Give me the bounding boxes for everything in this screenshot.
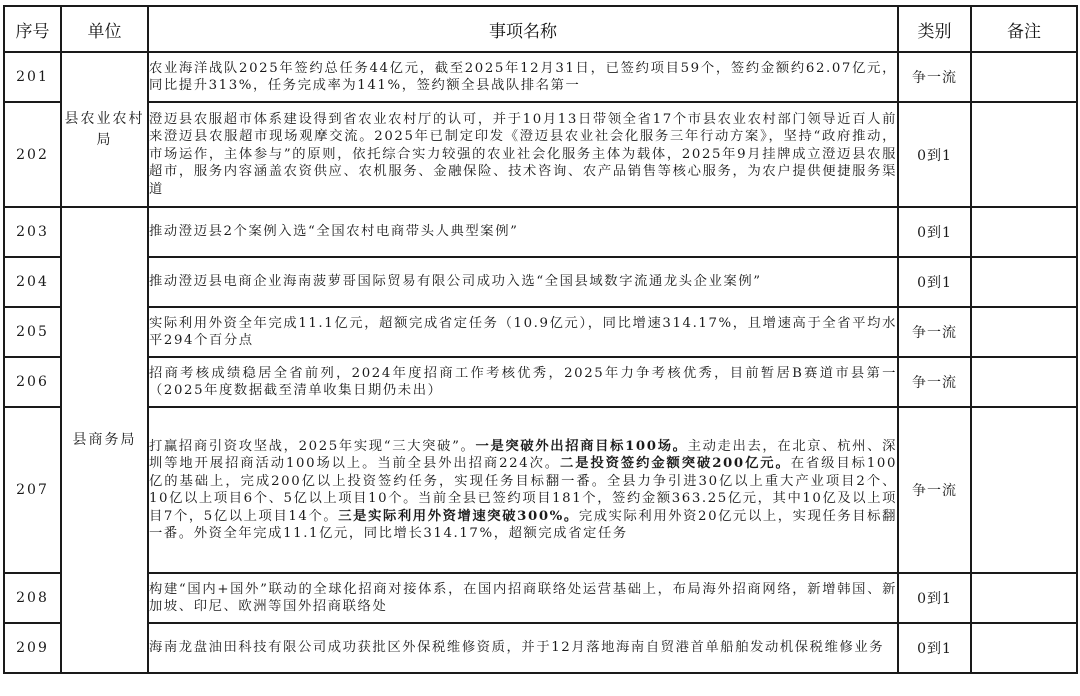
text-part: 主动走出去，在北京、杭州、深圳等地开展招商活动100场以上。当前全县外出招商224次。 — [149, 438, 897, 471]
table-row — [4, 623, 1077, 673]
row-note — [971, 207, 1077, 257]
row-note — [971, 102, 1077, 207]
row-note — [971, 357, 1077, 407]
row-seq: 207 — [4, 407, 61, 573]
row-seq: 208 — [4, 573, 61, 623]
table-row — [4, 357, 1077, 407]
table-row — [4, 573, 1077, 623]
row-unit-commerce: 县商务局 — [61, 207, 148, 673]
row-unit-agriculture: 县农业农村局 — [61, 52, 148, 207]
table-row — [4, 207, 1077, 257]
row-item-text: 农业海洋战队2025年签约总任务44亿元，截至2025年12月31日，已签约项目59个，签约金额约62.07亿元，同比提升313%，任务完成率为141%，签约额全县战队排名第一 — [148, 52, 898, 102]
header-seq: 序号 — [4, 6, 61, 52]
table-row — [4, 102, 1077, 207]
achievement-table — [3, 5, 1078, 674]
text-part-bold: 一是突破外出招商目标100场。 — [475, 438, 688, 454]
row-item-text: 构建“国内+国外”联动的全球化招商对接体系，在国内招商联络处运营基础上，布局海外招商网络，新增韩国、新加坡、印尼、欧洲等国外招商联络处 — [148, 573, 898, 623]
header-category: 类别 — [898, 6, 971, 52]
table-row — [4, 407, 1077, 573]
table-row — [4, 257, 1077, 307]
text-part: 在省级目标100亿的基础上，完成200亿以上投资签约任务，实现任务目标翻一番。全县力争引进30亿以上重大产业项目2个、10亿以上项目6个、5亿以上项目10个。当前全县已签约项目181个，签约金额363.25亿元，其中10亿及以上项目7个，5亿以上项目14个。 — [149, 456, 898, 524]
table-row — [4, 52, 1077, 102]
row-note — [971, 52, 1077, 102]
row-seq: 202 — [4, 102, 61, 207]
table-row — [4, 307, 1077, 357]
row-seq: 209 — [4, 623, 61, 673]
row-category: 争一流 — [898, 52, 971, 102]
row-item-text: 推动澄迈县电商企业海南菠萝哥国际贸易有限公司成功入选“全国县域数字流通龙头企业案例” — [148, 257, 898, 307]
row-category: 0到1 — [898, 102, 971, 207]
text-part-bold: 三是实际利用外资增速突破300%。 — [338, 508, 579, 524]
row-note — [971, 623, 1077, 673]
row-note — [971, 573, 1077, 623]
header-item-name: 事项名称 — [148, 6, 898, 52]
text-part-bold: 二是投资签约金额突破200亿元。 — [560, 456, 791, 471]
row-category: 0到1 — [898, 257, 971, 307]
row-category: 0到1 — [898, 623, 971, 673]
row-category: 争一流 — [898, 307, 971, 357]
header-unit: 单位 — [61, 6, 148, 52]
row-seq: 205 — [4, 307, 61, 357]
row-item-text-rich — [148, 407, 898, 573]
text-part: 完成实际利用外资20亿元以上，实现任务目标翻一番。外资全年完成11.1亿元，同比增长314.17%，超额完成省定任务 — [149, 508, 897, 541]
header-note: 备注 — [971, 6, 1077, 52]
row-category: 争一流 — [898, 407, 971, 573]
row-category: 0到1 — [898, 573, 971, 623]
row-note — [971, 257, 1077, 307]
text-part: 打赢招商引资攻坚战，2025年实现“三大突破”。 — [149, 438, 476, 454]
row-seq: 206 — [4, 357, 61, 407]
row-seq: 201 — [4, 52, 61, 102]
row-note — [971, 307, 1077, 357]
row-seq: 203 — [4, 207, 61, 257]
row-item-text: 澄迈县农服超市体系建设得到省农业农村厅的认可，并于10月13日带领全省17个市县农业农村部门领导近百人前来澄迈县农服超市现场观摩交流。2025年已制定印发《澄迈县农业社会化服务三年行动方案》，坚持“政府推动，市场运作，主体参与”的原则，依托综合实力较强的农业社会化服务主体为载体，2025年9月挂牌成立澄迈县农服超市，服务内容涵盖农资供应、农机服务、金融保险、技术咨询、农产品销售等核心服务，为农户提供便捷服务渠道 — [148, 102, 898, 207]
row-seq: 204 — [4, 257, 61, 307]
row-category: 争一流 — [898, 357, 971, 407]
row-item-text: 招商考核成绩稳居全省前列，2024年度招商工作考核优秀，2025年力争考核优秀，目前暂居B赛道市县第一（2025年度数据截至清单收集日期仍未出） — [148, 357, 898, 407]
row-category: 0到1 — [898, 207, 971, 257]
row-item-text: 海南龙盘油田科技有限公司成功获批区外保税维修资质，并于12月落地海南自贸港首单船舶发动机保税维修业务 — [148, 623, 898, 673]
row-note — [971, 407, 1077, 573]
table-header-row — [4, 6, 1077, 52]
row-item-text: 实际利用外资全年完成11.1亿元，超额完成省定任务（10.9亿元），同比增速314.17%，且增速高于全省平均水平294个百分点 — [148, 307, 898, 357]
row-item-text: 推动澄迈县2个案例入选“全国农村电商带头人典型案例” — [148, 207, 898, 257]
